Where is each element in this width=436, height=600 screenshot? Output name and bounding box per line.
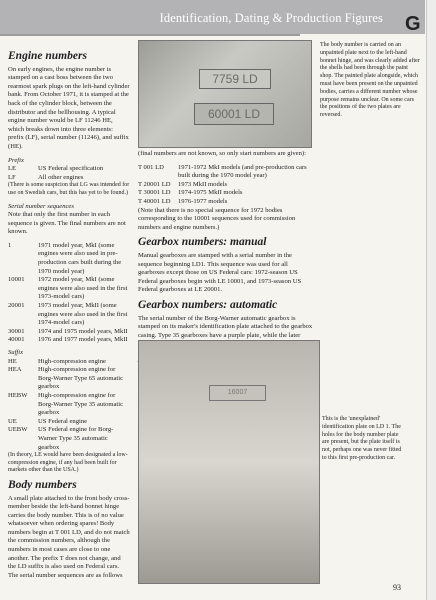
suffix-list [8,358,130,453]
definition-row [8,366,130,392]
body-text: A small plate attached to the front body cross-member beside the left-hand bonnet hinge carries the body number. This is of no value whatsoever when ordering spares! Body numbers begin at T 001 LD, and do not match the commission numbers, although the numbers in most cases are close to one another. The prefix T does not change, and the LD suffix is also used on Federal cars. The serial number sequences are as follows [8,494,130,579]
prefix-list [8,165,130,182]
definition-value: US Federal specification [38,165,104,173]
definition-key: HEA [8,366,22,374]
definition-row [8,276,130,302]
definition-value: High-compression engine for Borg-Warner Type 65 automatic gearbox [38,366,124,391]
definition-key: HE [8,357,17,365]
body-sequence-list [138,164,314,207]
definition-key: LE [8,165,17,173]
painted-plate: 7759 LD [199,69,271,89]
definition-value: 1971 model year, MkI (some engines were also used in pre-production cars built during the 1970 model year) [38,241,122,275]
definition-key: T 20001 LD [138,180,171,188]
definition-key: UE [8,417,17,425]
body-heading: Body numbers [8,478,77,491]
definition-value: 1976 and 1977 model years, MkII [38,336,128,344]
definition-key: T 30001 LD [138,189,171,197]
engine-heading: Engine numbers [8,50,87,62]
column-left [8,46,130,585]
header-rule [0,34,300,36]
definition-key: 30001 [8,327,25,335]
suffix-note: (In theory, LE would have been designated a low-compression engine, if any had been built for markets other than the USA.) [8,452,128,474]
definition-key: T 40001 LD [138,197,171,205]
serial-intro: Note that only the first number in each sequence is given. The final numbers are not known. [8,211,126,236]
page-number: 93 [393,583,401,592]
body-number-plate: 60001 LD [194,103,274,125]
definition-key: UEBW [8,426,28,434]
identification-plate-photo [138,340,320,584]
definition-row [8,336,130,345]
definition-key: 20001 [8,302,25,310]
definition-key: LF [8,173,16,181]
definition-key: HEBW [8,391,28,399]
auto-gearbox-heading: Gearbox numbers: automatic [138,298,278,311]
unexplained-plate: 16007 [209,385,266,401]
serial-label: Serial number sequences [8,202,74,210]
prefix-label: Prefix [8,156,24,164]
definition-value: High-compression engine for Borg-Warner Type 35 automatic gearbox [38,391,124,417]
definition-row [8,328,130,337]
page-header [0,0,425,34]
side-letter: G [405,13,421,35]
caption-body-plate: The body number is carried on an unpainted plate next to the left-hand bonnet hinge, and was clearly added after the shells had been through the paint shop. The painted plate alongside, which must have been present on the unpainted bodies, carries a different number whose purpose remains unclear. On some cars the positions of the two plates are reversed. [320,42,420,119]
definition-key: 10001 [8,276,25,284]
definition-key: T 001 LD [138,163,164,171]
definition-row [8,358,130,367]
definition-row [138,189,314,198]
definition-row [8,426,130,452]
prefix-note: (There is some suspicion that LG was intended for use on Swedish cars, but this has yet to be found.) [8,182,130,196]
engine-intro: On early engines, the engine number is stamped on a cast boss between the two rearmost spark plugs on the left-hand cylinder bank. From October 1971, it is stamped at the back of the cylinder block, between the distributor and the bellhousing. A typical engine number would be LF 11246 HE, which breaks down into three elements: prefix (LF), serial number (11246), and suffix (HE). [8,65,130,150]
header-title: Identification, Dating & Production Figures [159,11,383,25]
definition-row [8,392,130,418]
auto-gearbox-text: The serial number of the Borg-Warner automatic gearbox is stamped on its maker's identification plate attached to the gearbox casing. Type 35 gearboxes have a purple plate, while the later [138,314,313,339]
definition-value: All other engines [38,173,84,181]
definition-row [138,181,314,190]
definition-key: 40001 [8,336,25,344]
definition-key: 1 [8,241,12,249]
serial-list [8,242,130,345]
definition-value: US Federal engine [38,417,88,425]
engine-bay-photo [138,40,312,148]
suffix-label: Suffix [8,349,24,356]
definition-value: 1971-1972 MkI models (and pre-production cars built during the 1970 model year) [178,163,307,180]
definition-value: US Federal engine for Borg-Warner Type 35 automatic gearbox [38,426,114,451]
body-continued: (final numbers are not known, so only start numbers are given): [138,150,306,157]
definition-row [138,164,314,181]
next-page-edge [426,0,436,600]
definition-value: 1974-1975 MkII models [178,189,243,197]
definition-row [8,165,130,174]
definition-row [138,198,314,207]
definition-row [8,242,130,276]
caption-unexplained-plate: This is the 'unexplained' identification plate on LD 1. The holes for the body number plate are present, but the plate itself is not, perhaps one was never fitted to this first pre-production car. [322,416,402,461]
definition-value: 1974 and 1975 model years, MkII [38,327,128,335]
definition-value: 1976-1977 models [178,197,228,205]
definition-row [8,418,130,427]
manual-gearbox-heading: Gearbox numbers: manual [138,236,267,249]
definition-value: 1972 model year, MkI (some engines were also used in the first 1973-model cars) [38,276,128,301]
definition-row [8,302,130,328]
definition-value: High-compression engine [38,357,106,365]
definition-value: 1973 MkII models [178,180,228,188]
definition-value: 1973 model year, MkII (some engines were also used in the first 1974-model cars) [38,302,128,327]
sequence-note: (Note that there is no special sequence for 1972 bodies corresponding to the 10001 sequences used for commission numbers and engine numbers.) [138,206,296,231]
manual-gearbox-text: Manual gearboxes are stamped with a serial number in the sequence beginning LD1. This sequence was used for all gearboxes except those on US Federal cars: 1972-season US Federal gearboxes begin with LE 10001, and 1973-season US Federal gearboxes at LE 20001. [138,251,302,294]
